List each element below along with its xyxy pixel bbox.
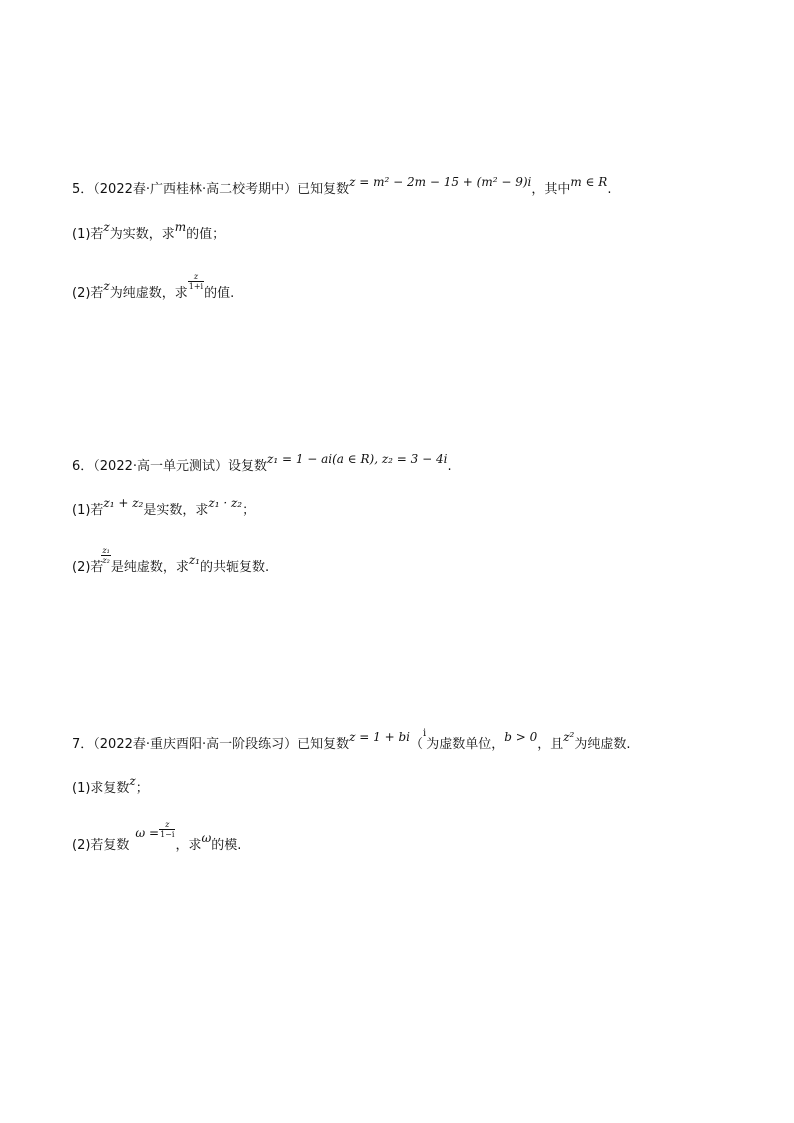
q7-i: i: [422, 728, 427, 739]
q5-p1-z: z: [103, 220, 110, 234]
q7-paren: （: [409, 737, 423, 752]
q6-p2-z: z₁: [188, 553, 200, 567]
q7-p2-fraction: [159, 820, 175, 839]
q5-p1-prefix: (1)若: [72, 227, 104, 242]
q5-p1-text: 为实数，求: [109, 227, 175, 242]
q6-p1-prefix: (1)若: [72, 503, 104, 518]
q7-equation: z = 1 + bi: [349, 730, 410, 744]
q5-stem: [72, 175, 612, 197]
q7-p1-prefix: (1)求复数: [72, 781, 130, 796]
q5-p1-suffix: 的值；: [186, 227, 226, 242]
q5-condition: m ∈ R: [570, 175, 608, 189]
q7-part1: [72, 774, 149, 796]
q6-p2-text: 是纯虚数，求: [110, 560, 189, 575]
q5-p2-denominator: 1+i: [188, 282, 204, 291]
q7-part2: [72, 820, 242, 855]
q6-p1-sum: z₁ + z₂: [103, 496, 144, 510]
q5-part2: [72, 272, 235, 303]
q7-stem: [72, 728, 631, 752]
q7-p2-omega-eq: ω =: [135, 826, 160, 840]
q5-equation: z = m² − 2m − 15 + (m² − 9)i: [349, 175, 532, 189]
q7-p1-suffix: ；: [135, 781, 149, 796]
q6-part2: [72, 546, 270, 577]
q6-p2-fraction: [101, 546, 110, 565]
q5-p2-prefix: (2)若: [72, 286, 104, 301]
q6-equation: z₁ = 1 − ai(a ∈ R), z₂ = 3 − 4i: [267, 452, 448, 466]
q6-p2-prefix: (2)若: [72, 560, 104, 575]
q6-p1-text: 是实数，求: [143, 503, 209, 518]
q7-z-squared: z²: [563, 730, 575, 744]
q7-p2-suffix: 的模.: [211, 838, 242, 853]
q7-p2-text: ，求: [175, 838, 202, 853]
q7-head: 7．（2022春·重庆酉阳·高一阶段练习）已知复数: [72, 737, 350, 752]
q7-p2-omega: ω: [201, 831, 212, 845]
q5-p2-numerator: z: [193, 272, 199, 281]
q7-text-2: ，且: [537, 737, 564, 752]
q7-p2-prefix: (2)若复数: [72, 838, 130, 853]
q5-end: .: [607, 182, 612, 197]
q7-p2-numerator: z: [165, 820, 170, 829]
q5-p1-m: m: [174, 220, 187, 234]
q5-p2-fraction: [188, 272, 204, 291]
q6-head: 6．（2022·高一单元测试）设复数: [72, 459, 267, 474]
q5-p2-z: z: [103, 279, 110, 293]
q7-p1-z: z: [129, 774, 136, 788]
q7-condition: b > 0: [504, 730, 538, 744]
q5-mid: ，其中: [531, 182, 571, 197]
q7-p2-denominator: 1−i: [160, 830, 175, 839]
q7-text-3: 为纯虚数.: [574, 737, 631, 752]
q5-head: 5．（2022春·广西桂林·高二校考期中）已知复数: [72, 182, 350, 197]
q6-p2-suffix: 的共轭复数.: [200, 560, 270, 575]
q6-stem: [72, 452, 452, 474]
q6-p2-denominator: z₂: [102, 556, 110, 565]
q5-p2-suffix: 的值.: [204, 286, 235, 301]
q6-end: .: [447, 459, 452, 474]
q6-p1-product: z₁ · z₂: [208, 496, 243, 510]
q6-part1: [72, 496, 256, 518]
q5-part1: [72, 220, 226, 242]
q6-p1-suffix: ；: [242, 503, 256, 518]
q7-text-1: 为虚数单位，: [426, 737, 505, 752]
q5-p2-text: 为纯虚数，求: [109, 286, 188, 301]
q6-p2-numerator: z₁: [102, 546, 110, 555]
